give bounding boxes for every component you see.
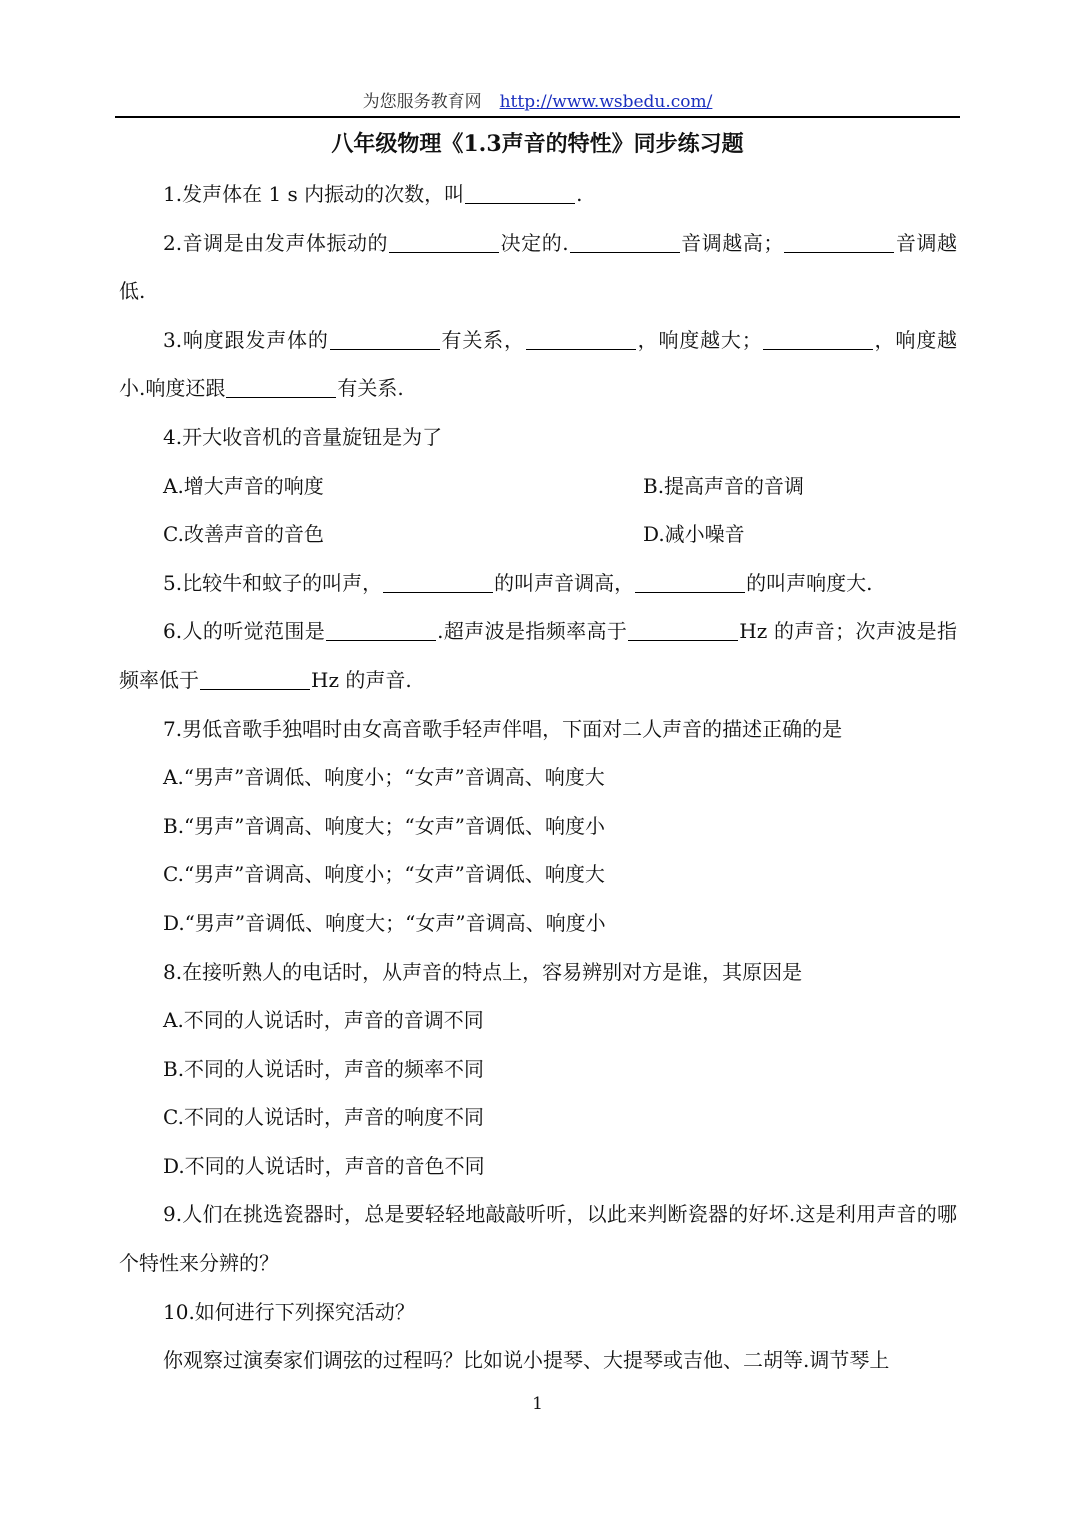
q2-text-a: 2.音调是由发声体振动的 — [163, 230, 389, 255]
answer-blank — [389, 232, 499, 253]
option-d: D.“男声”音调低、响度大；“女声”音调高、响度小 — [163, 910, 606, 935]
question-4-options-row-1 — [119, 462, 957, 511]
question-1 — [119, 170, 957, 219]
q1-text-b: . — [576, 182, 583, 206]
q3-text-b: 有关系， — [440, 327, 525, 352]
option-d: D.不同的人说话时，声音的音色不同 — [163, 1153, 485, 1178]
option-a: A.“男声”音调低、响度小；“女声”音调高、响度大 — [163, 765, 605, 790]
option-b: B.“男声”音调高、响度大；“女声”音调低、响度小 — [163, 813, 605, 838]
q3-text-e: 有关系. — [337, 376, 404, 401]
q6-text-d: Hz 的声音. — [311, 667, 412, 692]
option-c: C.改善声音的音色 — [163, 522, 324, 547]
header-site-name: 为您服务教育网 — [362, 92, 482, 112]
question-10-text: 你观察过演奏家们调弦的过程吗？比如说小提琴、大提琴或吉他、二胡等.调节琴上 — [163, 1348, 890, 1373]
option-c: C.“男声”音调高、响度小；“女声”音调低、响度大 — [163, 862, 605, 887]
answer-blank — [628, 620, 738, 641]
q6-text-c: Hz 的声音；次声波是指频率低于 — [119, 619, 957, 692]
option-a: A.不同的人说话时，声音的音调不同 — [163, 1008, 484, 1033]
question-4-stem: 4.开大收音机的音量旋钮是为了 — [163, 424, 443, 449]
option-b: B.不同的人说话时，声音的频率不同 — [163, 1056, 485, 1081]
answer-blank — [526, 329, 636, 350]
question-9: 9.人们在挑选瓷器时，总是要轻轻地敲敲听听，以此来判断瓷器的好坏.这是利用声音的哪个特性来分辨的？ — [119, 1202, 957, 1276]
answer-blank — [465, 183, 575, 204]
answer-blank — [330, 329, 440, 350]
answer-blank — [570, 232, 680, 253]
q3-text-a: 3.响度跟发声体的 — [163, 327, 329, 352]
option-a: A.增大声音的响度 — [163, 473, 324, 498]
q5-text-b: 的叫声音调高， — [494, 570, 635, 595]
q5-text-c: 的叫声响度大. — [746, 570, 873, 595]
question-3 — [119, 316, 957, 413]
question-5 — [119, 559, 957, 608]
page-number: 1 — [532, 1394, 543, 1414]
q1-text-a: 1.发声体在 1 s 内振动的次数，叫 — [163, 182, 465, 206]
question-7-stem: 7.男低音歌手独唱时由女高音歌手轻声伴唱，下面对二人声音的描述正确的是 — [163, 716, 843, 741]
q2-text-d: 音调越低. — [119, 230, 958, 304]
q6-text-b: .超声波是指频率高于 — [437, 619, 628, 644]
answer-blank — [200, 669, 310, 690]
answer-blank — [226, 377, 336, 398]
option-b: B.提高声音的音调 — [643, 473, 805, 498]
question-2 — [119, 219, 957, 316]
question-4-options-row-2 — [119, 510, 957, 559]
q5-text-a: 5.比较牛和蚊子的叫声， — [163, 570, 383, 595]
q3-text-d: ，响度越小.响度还跟 — [119, 327, 958, 401]
answer-blank — [763, 329, 873, 350]
answer-blank — [383, 572, 493, 593]
q2-text-b: 决定的. — [500, 230, 569, 255]
q2-text-c: 音调越高； — [680, 230, 784, 255]
answer-blank — [635, 572, 745, 593]
answer-blank — [784, 232, 894, 253]
q3-text-c: ，响度越大； — [636, 327, 762, 352]
header-url-link[interactable]: http://www.wsbedu.com/ — [499, 92, 713, 112]
document-title: 八年级物理《1.3声音的特性》同步练习题 — [331, 131, 744, 157]
answer-blank — [326, 620, 436, 641]
question-8-stem: 8.在接听熟人的电话时，从声音的特点上，容易辨别对方是谁，其原因是 — [163, 959, 803, 984]
q6-text-a: 6.人的听觉范围是 — [163, 619, 326, 644]
page-header — [115, 88, 960, 118]
question-6 — [119, 607, 957, 704]
option-d: D.减小噪音 — [643, 522, 745, 547]
document-body — [119, 170, 957, 1385]
question-10-stem: 10.如何进行下列探究活动？ — [163, 1299, 415, 1324]
option-c: C.不同的人说话时，声音的响度不同 — [163, 1105, 484, 1130]
